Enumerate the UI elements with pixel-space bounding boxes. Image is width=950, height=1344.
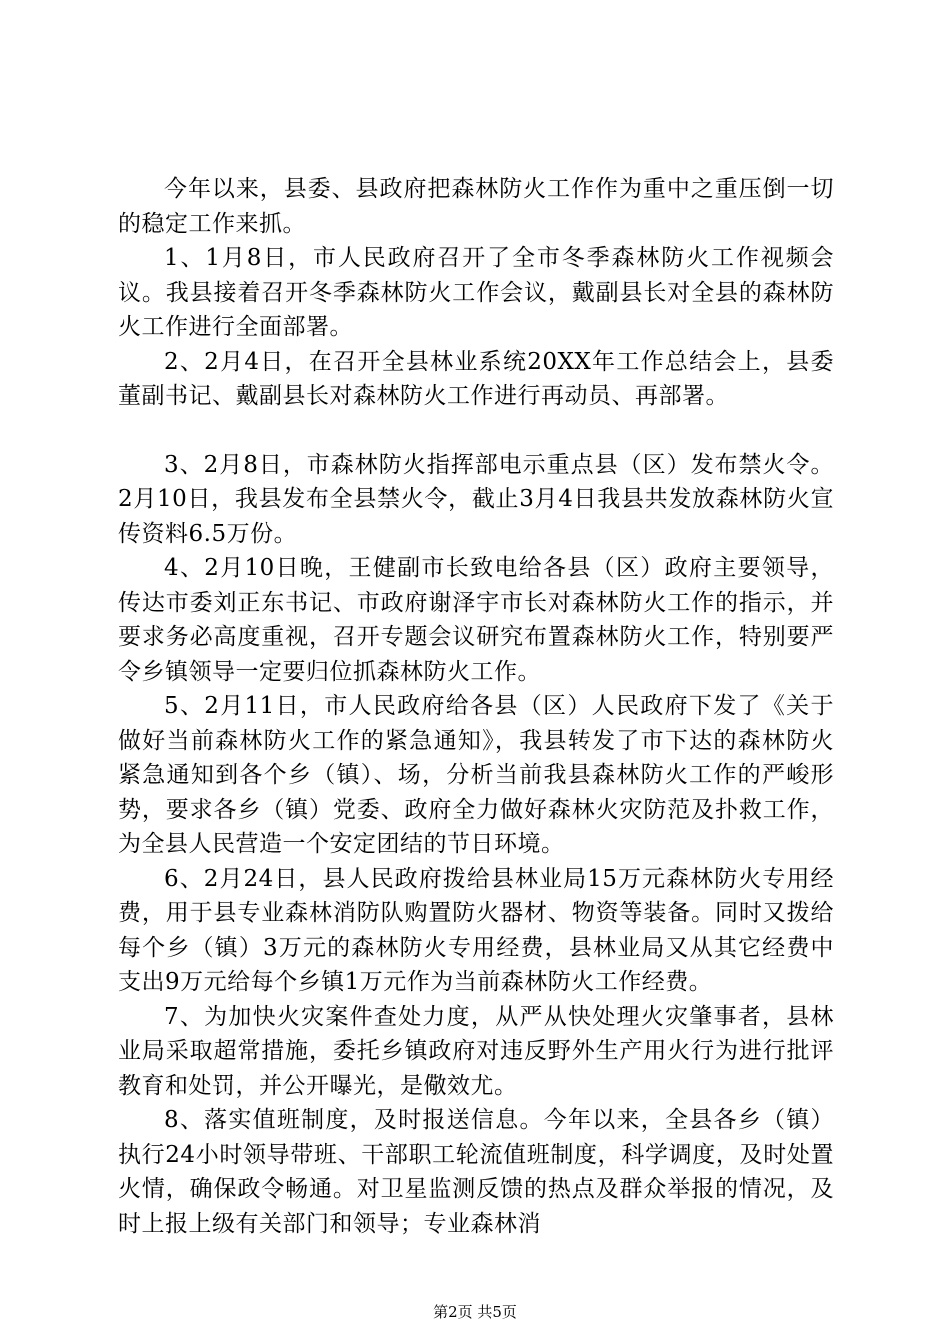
paragraph-item-1: 1、1月8日，市人民政府召开了全市冬季森林防火工作视频会议。我县接着召开冬季森林防火工作会议，戴副县长对全县的森林防火工作进行全面部署。: [118, 245, 834, 340]
page-number-label: 第2页 共5页: [433, 1303, 517, 1321]
paragraph-item-4: 4、2月10日晚，王健副市长致电给各县（区）政府主要领导，传达市委刘正东书记、市政府谢泽宇市长对森林防火工作的指示，并要求务必高度重视，召开专题会议研究布置森林防火工作，特别要严令乡镇领导一定要归位抓森林防火工作。: [118, 555, 834, 685]
paragraph-intro: 今年以来，县委、县政府把森林防火工作作为重中之重压倒一切的稳定工作来抓。: [118, 176, 834, 237]
paragraph-item-5: 5、2月11日，市人民政府给各县（区）人民政府下发了《关于做好当前森林防火工作的紧急通知》，我县转发了市下达的森林防火紧急通知到各个乡（镇）、场，分析当前我县森林防火工作的严峻形势，要求各乡（镇）党委、政府全力做好森林火灾防范及扑救工作，为全县人民营造一个安定团结的节日环境。: [118, 693, 834, 857]
paragraph-item-2: 2、2月4日，在召开全县林业系统20XX年工作总结会上，县委董副书记、戴副县长对森林防火工作进行再动员、再部署。: [118, 348, 834, 409]
document-body: [118, 172, 834, 1241]
paragraph-item-7: 7、为加快火灾案件查处力度，从严从快处理火灾肇事者，县林业局采取超常措施，委托乡镇政府对违反野外生产用火行为进行批评教育和处罚，并公开曝光，是儆效尤。: [118, 1003, 834, 1099]
paragraph-item-3: 3、2月8日，市森林防火指挥部电示重点县（区）发布禁火令。2月10日，我县发布全县禁火令，截止3月4日我县共发放森林防火宣传资料6.5万份。: [118, 451, 834, 547]
paragraph-item-6: 6、2月24日，县人民政府拨给县林业局15万元森林防火专用经费，用于县专业森林消防队购置防火器材、物资等装备。同时又拨给每个乡（镇）3万元的森林防火专用经费，县林业局又从其它经费中支出9万元给每个乡镇1万元作为当前森林防火工作经费。: [118, 865, 834, 995]
page-footer: [0, 1302, 950, 1322]
paragraph-item-8: 8、落实值班制度，及时报送信息。今年以来，全县各乡（镇）执行24小时领导带班、干部职工轮流值班制度，科学调度，及时处置火情，确保政令畅通。对卫星监测反馈的热点及群众举报的情况，及时上报上级有关部门和领导；专业森林消: [118, 1107, 834, 1237]
